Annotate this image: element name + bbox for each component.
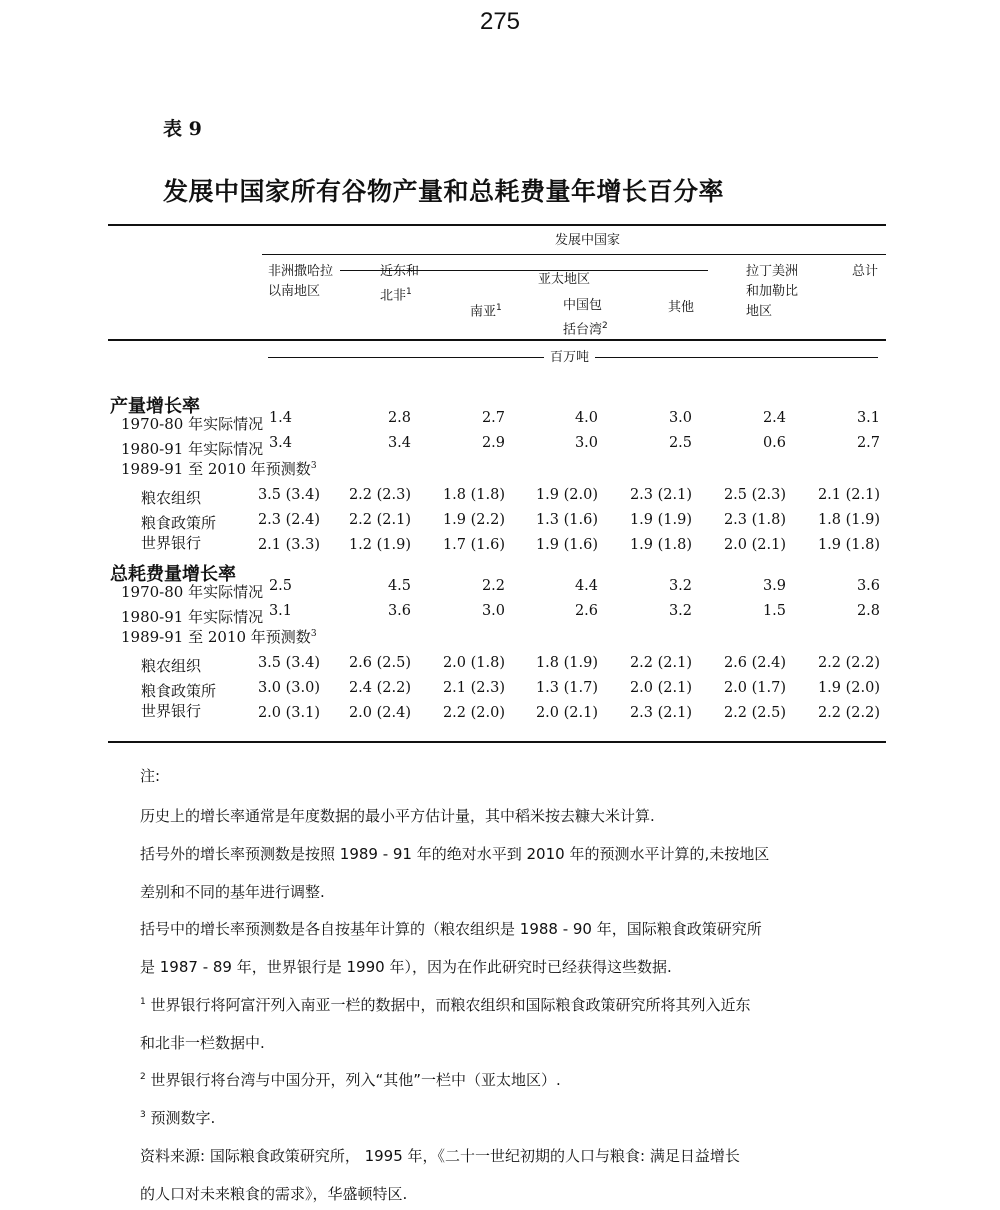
note-line	[140, 994, 751, 1015]
footnote-mark: 1	[496, 303, 502, 313]
table-cell: 2.3 (2.4)	[257, 512, 320, 528]
table-cell: 2.2 (2.0)	[442, 705, 505, 721]
row-label: 1980-91 年实际情况	[121, 440, 264, 458]
note-line	[140, 843, 769, 864]
table-cell: 2.1 (3.3)	[257, 537, 320, 553]
table-cell: 4.0	[574, 410, 598, 426]
note-line	[140, 805, 655, 826]
table-cell: 1.8 (1.9)	[535, 655, 598, 671]
table-cell: 2.3 (1.8)	[723, 512, 786, 528]
table-cell: 1.9 (2.0)	[817, 680, 880, 696]
table-cell: 2.7	[481, 410, 505, 426]
table-cell: 1.9 (1.6)	[535, 537, 598, 553]
table-cell: 2.0 (1.7)	[723, 680, 786, 696]
table-cell: 1.7 (1.6)	[442, 537, 505, 553]
table-cell: 2.0 (2.4)	[348, 705, 411, 721]
table-cell: 3.2	[668, 578, 692, 594]
note-text: 预测数字.	[145, 1109, 216, 1127]
table-cell: 1.9 (1.9)	[629, 512, 692, 528]
table-cell: 2.1 (2.3)	[442, 680, 505, 696]
column-header	[268, 262, 333, 302]
table-cell: 3.0	[668, 410, 692, 426]
table-cell: 3.0	[481, 603, 505, 619]
table-cell: 2.1 (2.1)	[817, 487, 880, 503]
footnote-mark: 1	[406, 287, 412, 297]
table-cell: 1.5	[762, 603, 786, 619]
column-header-text: 拉丁美洲 和加勒比 地区	[746, 264, 799, 319]
table-cell: 2.0 (2.1)	[629, 680, 692, 696]
column-header	[852, 262, 878, 282]
table-cell: 1.3 (1.6)	[535, 512, 598, 528]
note-line	[140, 881, 325, 902]
projection-label	[121, 458, 317, 479]
page-number: 275	[479, 8, 521, 35]
note-text: 和北非一栏数据中.	[140, 1034, 265, 1052]
note-text: 是 1987 - 89 年，世界银行是 1990 年），因为在作此研究时已经获得这些数据.	[140, 958, 672, 976]
table-cell: 2.6	[574, 603, 598, 619]
column-header-text: 其他	[668, 300, 695, 315]
note-text: 括号外的增长率预测数是按照 1989 - 91 年的绝对水平到 2010 年的预测水平计算的,未按地区	[140, 845, 770, 863]
note-text: 资料来源: 国际粮食政策研究所， 1995 年，《二十一世纪初期的人口与粮食: 满足日益增长	[140, 1147, 740, 1165]
table-cell: 2.0 (2.1)	[723, 537, 786, 553]
table-cell: 3.6	[856, 578, 880, 594]
table-cell: 3.1	[856, 410, 880, 426]
table-cell: 2.4	[762, 410, 786, 426]
table-cell: 1.2 (1.9)	[348, 537, 411, 553]
note-text: 世界银行将台湾与中国分开，列入“其他”一栏中（亚太地区）.	[145, 1071, 561, 1089]
projection-label-text: 1989-91 至 2010 年预测数	[121, 460, 311, 478]
table-cell: 2.7	[856, 435, 880, 451]
table-cell: 2.5	[668, 435, 692, 451]
table-cell: 3.0	[574, 435, 598, 451]
column-header	[746, 262, 798, 322]
column-header	[380, 262, 419, 306]
table-cell: 3.4	[268, 435, 292, 451]
table-cell: 2.2 (2.5)	[723, 705, 786, 721]
bottom-rule	[108, 741, 886, 743]
top-rule	[108, 224, 886, 226]
source-label: 粮食政策所	[141, 514, 217, 532]
table-cell: 2.2	[481, 578, 505, 594]
footnote-mark: 3	[310, 461, 317, 471]
column-header-text: 非洲撒哈拉 以南地区	[268, 264, 334, 299]
column-header	[563, 296, 608, 340]
table-cell: 1.9 (1.8)	[629, 537, 692, 553]
table-cell: 3.6	[387, 603, 411, 619]
table-cell: 2.9	[481, 435, 505, 451]
table-cell: 3.5 (3.4)	[257, 655, 320, 671]
note-text: 括号中的增长率预测数是各自按基年计算的（粮农组织是 1988 - 90 年，国际粮食政策研究所	[140, 920, 762, 938]
note-line	[140, 956, 672, 977]
table-cell: 2.0 (3.1)	[257, 705, 320, 721]
note-line	[140, 1145, 740, 1166]
table-cell: 1.9 (1.8)	[817, 537, 880, 553]
footnote-mark: 2	[140, 1072, 146, 1082]
column-header-text: 中国包 括台湾	[563, 298, 603, 338]
row-label: 1980-91 年实际情况	[121, 608, 264, 626]
table-cell: 1.8 (1.9)	[817, 512, 880, 528]
footnote-mark: 2	[602, 321, 608, 331]
table-cell: 2.2 (2.2)	[817, 655, 880, 671]
table-cell: 4.5	[387, 578, 411, 594]
source-label: 粮农组织	[141, 657, 202, 675]
note-line	[140, 1183, 407, 1204]
table-cell: 3.9	[762, 578, 786, 594]
table-cell: 2.3 (2.1)	[629, 487, 692, 503]
table-cell: 4.4	[574, 578, 598, 594]
table-cell: 2.5	[268, 578, 292, 594]
note-line	[140, 765, 160, 786]
projection-label-text: 1989-91 至 2010 年预测数	[121, 628, 311, 646]
note-line	[140, 1069, 561, 1090]
section-title: 总耗费量增长率	[110, 564, 236, 585]
table-cell: 2.3 (2.1)	[629, 705, 692, 721]
table-cell: 1.4	[268, 410, 292, 426]
note-line	[140, 1032, 265, 1053]
source-label: 世界银行	[141, 702, 202, 720]
table-cell: 2.0 (1.8)	[442, 655, 505, 671]
column-header	[668, 298, 694, 318]
section-title: 产量增长率	[110, 396, 200, 417]
table-label: 表 9	[163, 118, 202, 140]
column-header-text: 南亚	[470, 304, 497, 320]
group-rule	[262, 254, 886, 255]
source-label: 粮农组织	[141, 489, 202, 507]
table-cell: 2.8	[856, 603, 880, 619]
table-cell: 3.4	[387, 435, 411, 451]
table-title: 发展中国家所有谷物产量和总耗费量年增长百分率	[163, 177, 725, 206]
table-cell: 3.2	[668, 603, 692, 619]
table-cell: 2.6 (2.4)	[723, 655, 786, 671]
column-header-text: 近东和 北非	[380, 264, 420, 304]
column-header-text: 总计	[852, 264, 879, 279]
footnote-mark: 1	[140, 997, 146, 1007]
table-cell: 2.0 (2.1)	[535, 705, 598, 721]
source-label: 粮食政策所	[141, 682, 217, 700]
table-cell: 3.0 (3.0)	[257, 680, 320, 696]
note-text: 差别和不同的基年进行调整.	[140, 883, 325, 901]
footnote-mark: 3	[140, 1110, 146, 1120]
table-cell: 2.4 (2.2)	[348, 680, 411, 696]
note-text: 历史上的增长率通常是年度数据的最小平方估计量，其中稻米按去糠大米计算.	[140, 807, 655, 825]
table-cell: 3.5 (3.4)	[257, 487, 320, 503]
note-line	[140, 1107, 215, 1128]
table-cell: 2.8	[387, 410, 411, 426]
source-label: 世界银行	[141, 534, 202, 552]
table-cell: 1.3 (1.7)	[535, 680, 598, 696]
unit-label: 百万吨	[544, 348, 595, 368]
column-header	[470, 298, 502, 322]
header-rule	[108, 339, 886, 341]
row-label: 1970-80 年实际情况	[121, 415, 264, 433]
asia-pacific-header: 亚太地区	[538, 272, 591, 287]
note-text: 注:	[140, 767, 161, 785]
table-cell: 2.2 (2.2)	[817, 705, 880, 721]
table-cell: 2.5 (2.3)	[723, 487, 786, 503]
table-cell: 2.2 (2.1)	[348, 512, 411, 528]
note-text: 的人口对未来粮食的需求》，华盛顿特区.	[140, 1185, 408, 1203]
table-cell: 2.2 (2.1)	[629, 655, 692, 671]
note-line	[140, 918, 762, 939]
table-cell: 1.8 (1.8)	[442, 487, 505, 503]
group-header: 发展中国家	[555, 233, 621, 248]
table-cell: 1.9 (2.0)	[535, 487, 598, 503]
table-cell: 1.9 (2.2)	[442, 512, 505, 528]
table-cell: 2.6 (2.5)	[348, 655, 411, 671]
note-text: 世界银行将阿富汗列入南亚一栏的数据中，而粮农组织和国际粮食政策研究所将其列入近东	[145, 996, 751, 1014]
table-cell: 3.1	[268, 603, 292, 619]
row-label: 1970-80 年实际情况	[121, 583, 264, 601]
table-cell: 2.2 (2.3)	[348, 487, 411, 503]
footnote-mark: 3	[310, 629, 317, 639]
table-cell: 0.6	[762, 435, 786, 451]
projection-label	[121, 626, 317, 647]
